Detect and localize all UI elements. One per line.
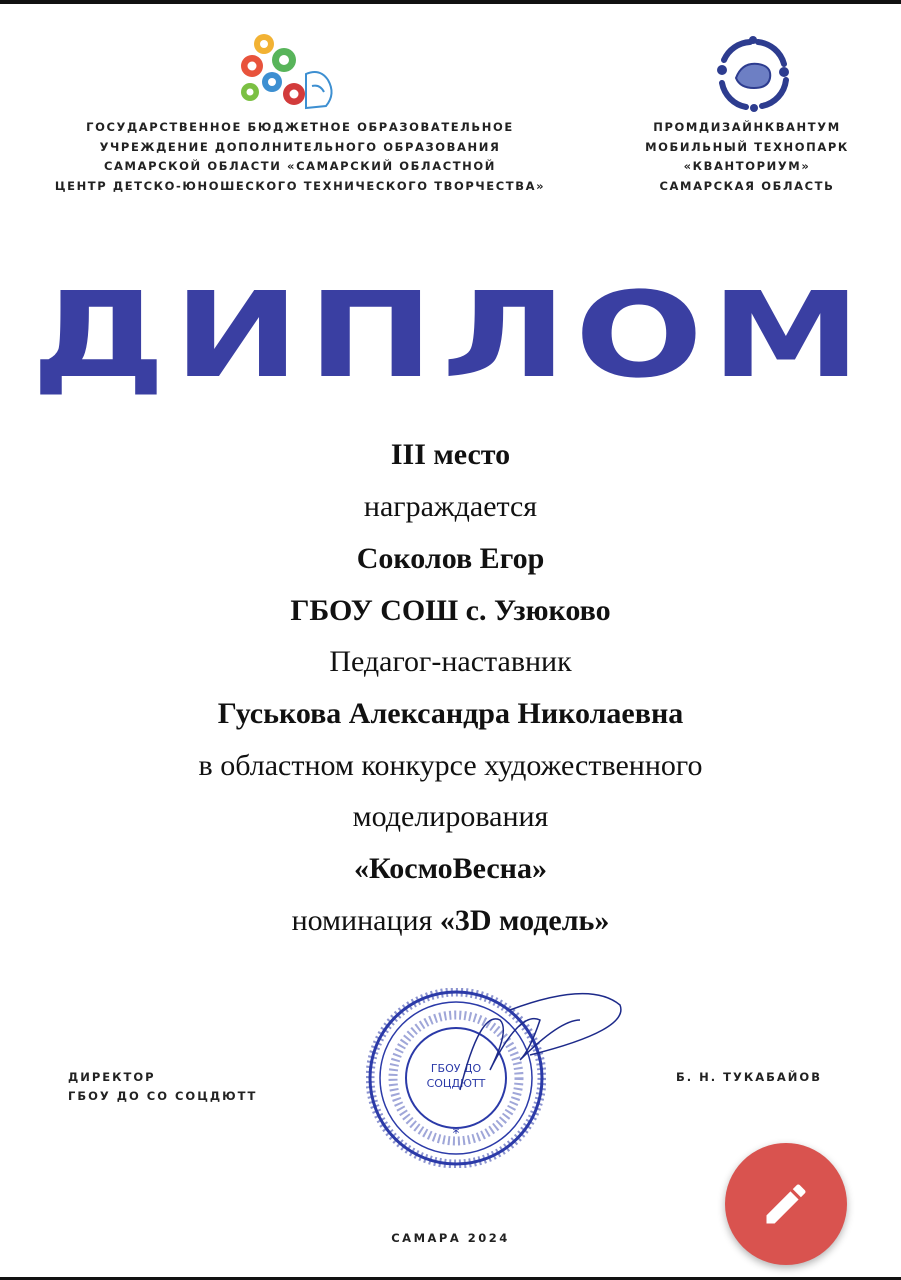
organizer-line: САМАРСКОЙ ОБЛАСТИ «САМАРСКИЙ ОБЛАСТНОЙ [104, 159, 496, 173]
signer-position-line: ДИРЕКТОР [68, 1070, 156, 1084]
edit-button[interactable] [725, 1143, 847, 1265]
signer-name: Б. Н. ТУКАБАЙОВ [676, 1070, 822, 1084]
organizer-line: ГОСУДАРСТВЕННОЕ БЮДЖЕТНОЕ ОБРАЗОВАТЕЛЬНОЕ [86, 120, 514, 134]
mentor-label: Педагог-наставник [329, 645, 572, 678]
diploma-title: ДИПЛОМ [31, 266, 869, 404]
signer-position [68, 1068, 257, 1106]
nomination-value: «3D модель» [439, 904, 610, 937]
svg-text:*: * [452, 1126, 460, 1142]
contest-name: «КосмоВесна» [354, 852, 547, 885]
pencil-icon [760, 1178, 812, 1230]
organizer-line: ЦЕНТР ДЕТСКО-ЮНОШЕСКОГО ТЕХНИЧЕСКОГО ТВОРЧЕСТВА» [54, 178, 546, 193]
partner-line: САМАРСКАЯ ОБЛАСТЬ [659, 178, 835, 193]
organizer-line: УЧРЕЖДЕНИЕ ДОПОЛНИТЕЛЬНОГО ОБРАЗОВАНИЯ [99, 139, 501, 154]
partner-name [612, 118, 882, 196]
stamp-text: ГБОУ ДО [430, 1062, 482, 1075]
nomination-label: номинация [291, 904, 440, 937]
partner-line: «КВАНТОРИУМ» [683, 159, 811, 173]
school-name: ГБОУ СОШ с. Узюково [290, 594, 611, 627]
place-and-year: САМАРА 2024 [391, 1231, 510, 1245]
mentor-name: Гуськова Александра Николаевна [217, 697, 684, 730]
director-signature [420, 990, 650, 1110]
student-name: Соколов Егор [356, 542, 545, 575]
partner-line: ПРОМДИЗАЙНКВАНТУМ [653, 120, 841, 134]
organizer-name [10, 118, 590, 196]
contest-description: в областном конкурсе художественного [198, 749, 703, 782]
svg-text:СОЦДЮТТ: СОЦДЮТТ [426, 1077, 486, 1090]
top-border [0, 0, 901, 4]
place: III место [390, 438, 511, 471]
awarded-label: награждается [363, 490, 538, 523]
gears-logo-icon [232, 30, 342, 112]
partner-line: МОБИЛЬНЫЙ ТЕХНОПАРК [645, 139, 849, 154]
signer-position-line: ГБОУ ДО СО СОЦДЮТТ [68, 1089, 258, 1103]
nomination [0, 901, 901, 941]
contest-description-cont: моделирования [352, 800, 549, 833]
kvantorium-logo-icon [710, 34, 796, 114]
